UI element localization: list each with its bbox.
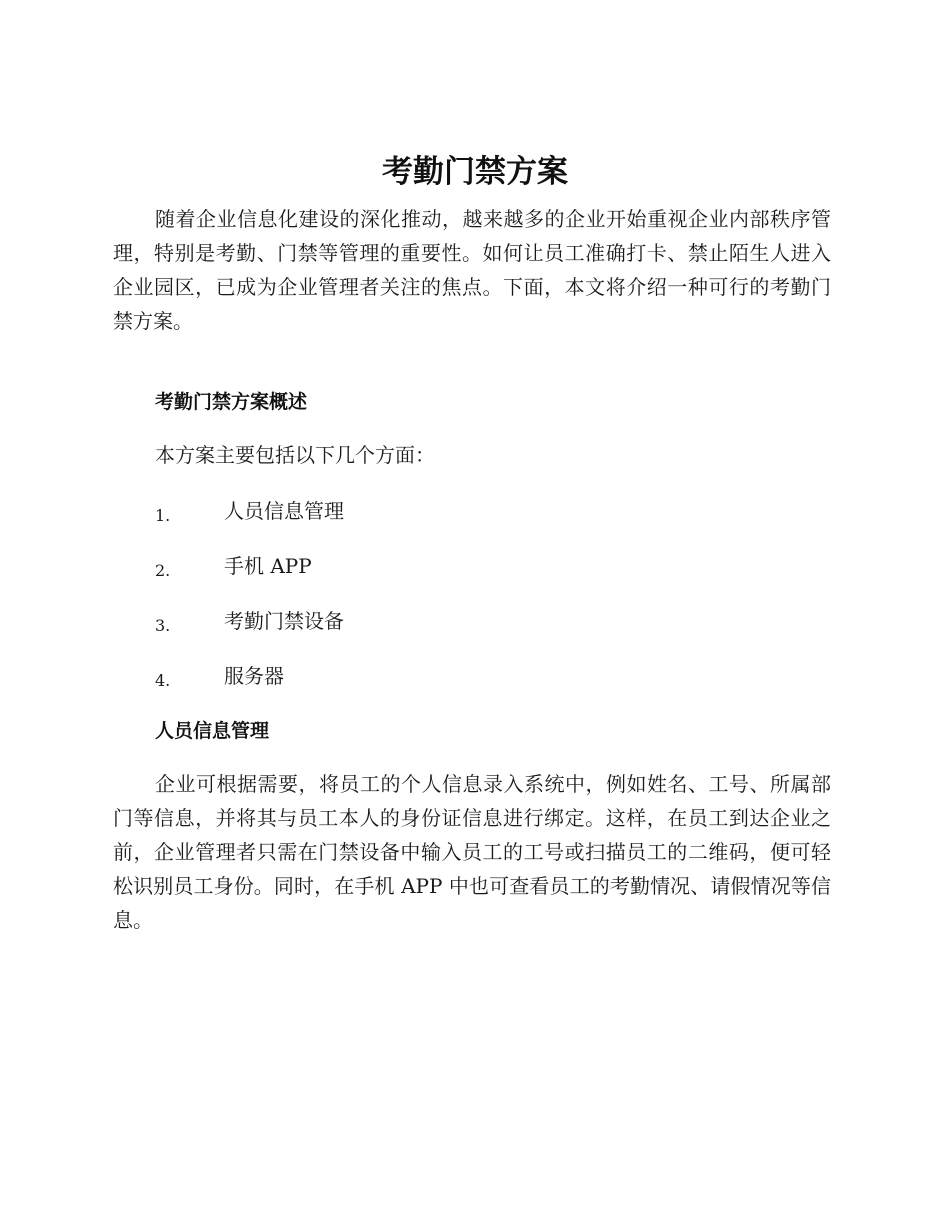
document-title: 考勤门禁方案 xyxy=(382,154,568,190)
section-heading-overview: 考勤门禁方案概述 xyxy=(155,391,308,413)
personnel-paragraph: 企业可根据需要，将员工的个人信息录入系统中，例如姓名、工号、所属部门等信息，并将其与员工本人的身份证信息进行绑定。这样，在员工到达企业之前，企业管理者只需在门禁设备中输入员工的工号或扫描员工的二维码，便可轻松识别员工身份。同时，在手机 APP 中也可查看员工的考勤情况、请假情况等信息。 xyxy=(113,772,831,932)
list-item-label: 考勤门禁设备 xyxy=(224,609,344,633)
list-item-number: 4. xyxy=(155,671,171,690)
overview-lead: 本方案主要包括以下几个方面： xyxy=(155,443,435,467)
list-item-label: 人员信息管理 xyxy=(224,499,344,523)
list-item-label: 手机 APP xyxy=(224,554,312,578)
intro-paragraph: 随着企业信息化建设的深化推动，越来越多的企业开始重视企业内部秩序管理，特别是考勤、门禁等管理的重要性。如何让员工准确打卡、禁止陌生人进入企业园区，已成为企业管理者关注的焦点。下面，本文将介绍一种可行的考勤门禁方案。 xyxy=(113,207,831,333)
list-item-number: 2. xyxy=(155,561,171,580)
list-item-number: 3. xyxy=(155,616,171,635)
list-item-number: 1. xyxy=(155,506,171,525)
section-heading-personnel: 人员信息管理 xyxy=(155,720,270,742)
list-item-label: 服务器 xyxy=(224,664,284,688)
